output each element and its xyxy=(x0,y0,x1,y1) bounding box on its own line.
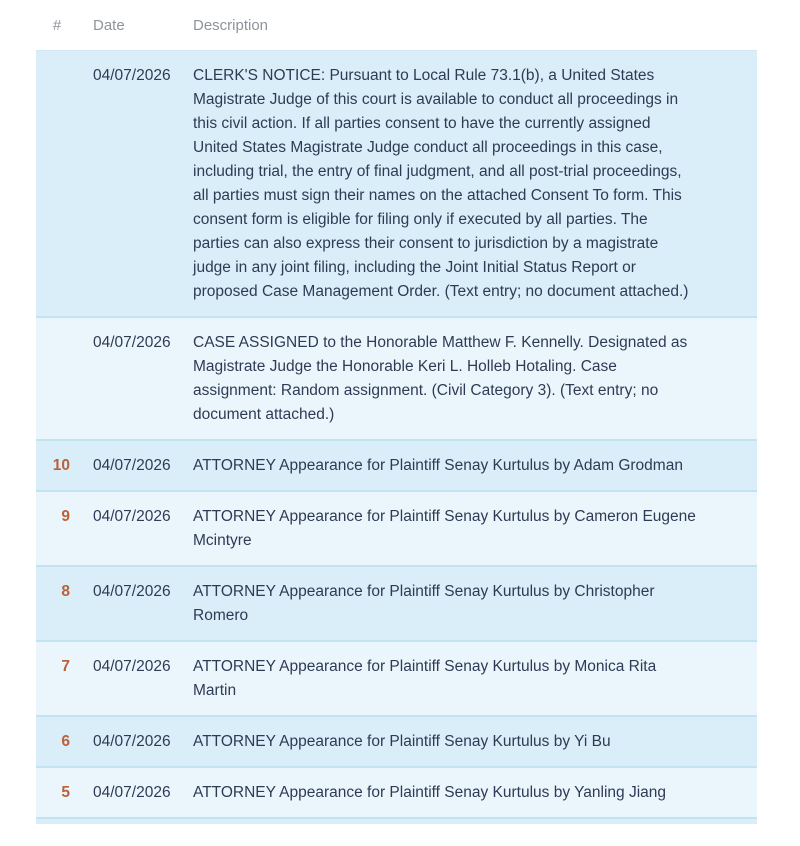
entry-date: 04/07/2026 xyxy=(93,784,171,801)
docket-row xyxy=(36,441,757,492)
entry-description: ATTORNEY Appearance for Plaintiff Senay Kurtulus by Adam Grodman xyxy=(193,457,683,474)
entry-number-link[interactable]: 6 xyxy=(61,733,70,750)
column-header-number: # xyxy=(52,16,62,34)
entry-date: 04/07/2026 xyxy=(93,67,171,84)
entry-description: CLERK'S NOTICE: Pursuant to Local Rule 73.1(b), a United States Magistrate Judge of this court is available to conduct all proceedings in this civil action. If all parties consent to have the currently assigned United States Magistrate Judge conduct all proceedings in this case, including trial, the entry of final judgment, and all post-trial proceedings, all parties must sign their names on the attached Consent To form. This consent form is eligible for filing only if executed by all parties. The parties can also express their consent to jurisdiction by a magistrate judge in any joint filing, including the Joint Initial Status Report or proposed Case Management Order. (Text entry; no document attached.) xyxy=(193,67,689,300)
entry-date: 04/07/2026 xyxy=(93,334,171,351)
entry-description: ATTORNEY Appearance for Plaintiff Senay Kurtulus by Cameron Eugene Mcintyre xyxy=(193,508,696,549)
entry-date: 04/07/2026 xyxy=(93,658,171,675)
entry-description: ATTORNEY Appearance for Plaintiff Senay Kurtulus by Monica Rita Martin xyxy=(193,658,657,699)
entry-number-link[interactable]: 9 xyxy=(61,508,70,525)
docket-row xyxy=(36,50,757,318)
entry-description: ATTORNEY Appearance for Plaintiff Senay Kurtulus by Christopher Romero xyxy=(193,583,655,624)
entry-description: ATTORNEY Appearance for Plaintiff Senay Kurtulus by Yanling Jiang xyxy=(193,784,667,801)
docket-row xyxy=(36,492,757,567)
column-header-description: Description xyxy=(193,16,269,34)
docket-row xyxy=(36,642,757,717)
entry-number-link[interactable]: 5 xyxy=(61,784,70,801)
docket-rows xyxy=(0,50,800,819)
column-header-date: Date xyxy=(93,16,125,34)
entry-number-link[interactable]: 7 xyxy=(61,658,70,675)
docket-row xyxy=(36,318,757,441)
entry-date: 04/07/2026 xyxy=(93,583,171,600)
partial-next-row xyxy=(36,819,757,824)
docket-row xyxy=(36,768,757,819)
entry-number-link[interactable]: 8 xyxy=(61,583,70,600)
docket-row xyxy=(36,567,757,642)
docket-row xyxy=(36,717,757,768)
entry-date: 04/07/2026 xyxy=(93,733,171,750)
entry-description: ATTORNEY Appearance for Plaintiff Senay Kurtulus by Yi Bu xyxy=(193,733,611,750)
entry-number-link[interactable]: 10 xyxy=(52,457,70,474)
entry-date: 04/07/2026 xyxy=(93,508,171,525)
entry-description: CASE ASSIGNED to the Honorable Matthew F. Kennelly. Designated as Magistrate Judge the Honorable Keri L. Holleb Hotaling. Case assignment: Random assignment. (Civil Category 3). (Text entry; no document attached.) xyxy=(193,334,688,423)
entry-date: 04/07/2026 xyxy=(93,457,171,474)
docket-table-header xyxy=(0,0,800,50)
